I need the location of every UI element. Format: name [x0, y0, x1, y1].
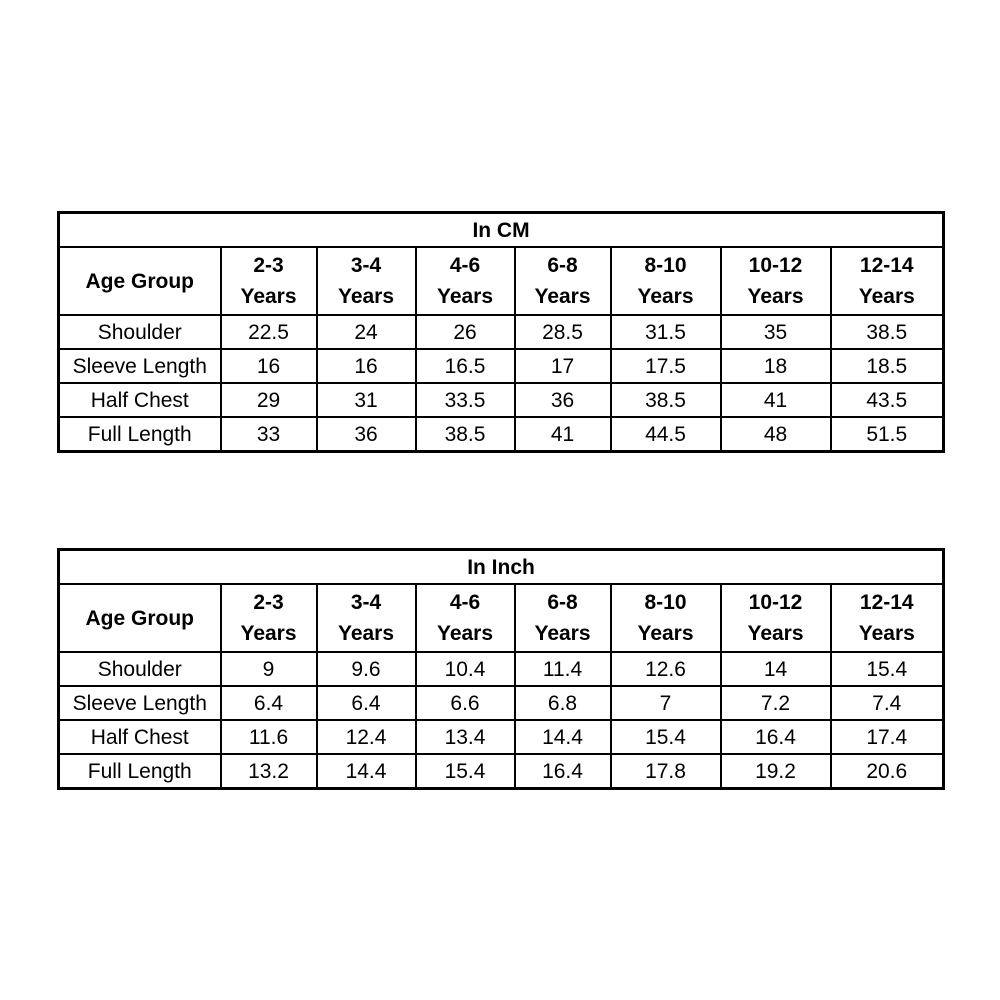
table-cell: 7.2 — [721, 686, 831, 720]
age-group-header: Age Group — [59, 584, 221, 652]
column-header-range: 3-4 — [350, 254, 382, 277]
row-label: Sleeve Length — [59, 349, 221, 383]
table-cell: 10.4 — [416, 652, 515, 686]
table-cell: 38.5 — [416, 417, 515, 452]
table-row — [59, 417, 944, 452]
table-row — [59, 720, 944, 754]
table-title-row — [59, 550, 944, 585]
table-cell: 28.5 — [515, 315, 611, 349]
column-header — [831, 584, 944, 652]
table-row — [59, 349, 944, 383]
table-header-row — [59, 247, 944, 315]
column-header-range: 2-3 — [253, 591, 284, 614]
row-label: Shoulder — [59, 652, 221, 686]
column-header — [317, 584, 416, 652]
table-cell: 12.4 — [317, 720, 416, 754]
column-header-range: 4-6 — [449, 254, 481, 277]
column-header-range: 8-10 — [644, 254, 687, 277]
table-cell: 26 — [416, 315, 515, 349]
column-header-unit: Years — [240, 285, 297, 308]
table-cell: 33.5 — [416, 383, 515, 417]
table-cell: 18.5 — [831, 349, 944, 383]
table-title: In Inch — [59, 550, 944, 585]
column-header-unit: Years — [436, 622, 494, 645]
table-cell: 16 — [221, 349, 317, 383]
column-header-range: 12-14 — [859, 591, 914, 614]
column-header — [221, 247, 317, 315]
table-cell: 11.6 — [221, 720, 317, 754]
table-cell: 36 — [317, 417, 416, 452]
table-cell: 16.4 — [721, 720, 831, 754]
table-cell: 16 — [317, 349, 416, 383]
table-cell: 19.2 — [721, 754, 831, 789]
table-cell: 14.4 — [317, 754, 416, 789]
table-cell: 31.5 — [611, 315, 721, 349]
table-cell: 17.4 — [831, 720, 944, 754]
table-cell: 6.4 — [221, 686, 317, 720]
column-header-unit: Years — [534, 285, 591, 308]
column-header-range: 6-8 — [547, 591, 578, 614]
table-cell: 11.4 — [515, 652, 611, 686]
table-cell: 35 — [721, 315, 831, 349]
column-header — [317, 247, 416, 315]
table-cell: 15.4 — [416, 754, 515, 789]
table-cell: 24 — [317, 315, 416, 349]
table-cell: 9 — [221, 652, 317, 686]
table-cell: 13.4 — [416, 720, 515, 754]
table-cell: 17 — [515, 349, 611, 383]
table-cell: 9.6 — [317, 652, 416, 686]
table-row — [59, 652, 944, 686]
column-header-unit: Years — [637, 285, 694, 308]
table-cell: 38.5 — [611, 383, 721, 417]
table-cell: 7 — [611, 686, 721, 720]
row-label: Half Chest — [59, 383, 221, 417]
table-cell: 51.5 — [831, 417, 944, 452]
table-cell: 31 — [317, 383, 416, 417]
size-chart-inch-table — [57, 548, 945, 790]
table-cell: 18 — [721, 349, 831, 383]
table-cell: 6.4 — [317, 686, 416, 720]
column-header — [611, 584, 721, 652]
table-cell: 12.6 — [611, 652, 721, 686]
column-header-unit: Years — [337, 285, 395, 308]
column-header — [611, 247, 721, 315]
column-header-unit: Years — [747, 622, 804, 645]
table-cell: 33 — [221, 417, 317, 452]
column-header-unit: Years — [858, 622, 915, 645]
column-header-unit: Years — [637, 622, 694, 645]
column-header-unit: Years — [436, 285, 494, 308]
table-row — [59, 315, 944, 349]
table-row — [59, 383, 944, 417]
table-row — [59, 754, 944, 789]
table-cell: 14 — [721, 652, 831, 686]
column-header-unit: Years — [534, 622, 591, 645]
table-cell: 38.5 — [831, 315, 944, 349]
table-cell: 29 — [221, 383, 317, 417]
size-chart-cm-table — [57, 211, 945, 453]
table-title: In CM — [59, 213, 944, 248]
row-label: Full Length — [59, 754, 221, 789]
row-label: Sleeve Length — [59, 686, 221, 720]
table-cell: 22.5 — [221, 315, 317, 349]
table-cell: 41 — [515, 417, 611, 452]
table-cell: 16.4 — [515, 754, 611, 789]
column-header-range: 2-3 — [253, 254, 284, 277]
table-cell: 48 — [721, 417, 831, 452]
column-header-range: 3-4 — [350, 591, 382, 614]
column-header-unit: Years — [858, 285, 915, 308]
column-header-range: 10-12 — [748, 254, 803, 277]
column-header-range: 12-14 — [859, 254, 914, 277]
table-cell: 16.5 — [416, 349, 515, 383]
column-header-range: 6-8 — [547, 254, 578, 277]
column-header-unit: Years — [337, 622, 395, 645]
table-cell: 43.5 — [831, 383, 944, 417]
column-header — [831, 247, 944, 315]
column-header-unit: Years — [747, 285, 804, 308]
table-cell: 36 — [515, 383, 611, 417]
table-header-row — [59, 584, 944, 652]
table-title-row — [59, 213, 944, 248]
column-header-range: 8-10 — [644, 591, 687, 614]
age-group-header: Age Group — [59, 247, 221, 315]
column-header — [721, 247, 831, 315]
column-header-range: 4-6 — [449, 591, 481, 614]
column-header — [221, 584, 317, 652]
row-label: Half Chest — [59, 720, 221, 754]
table-cell: 13.2 — [221, 754, 317, 789]
table-cell: 17.8 — [611, 754, 721, 789]
table-cell: 15.4 — [611, 720, 721, 754]
column-header — [721, 584, 831, 652]
table-row — [59, 686, 944, 720]
table-cell: 41 — [721, 383, 831, 417]
table-cell: 7.4 — [831, 686, 944, 720]
row-label: Shoulder — [59, 315, 221, 349]
table-cell: 6.6 — [416, 686, 515, 720]
column-header — [515, 584, 611, 652]
table-cell: 20.6 — [831, 754, 944, 789]
column-header — [416, 247, 515, 315]
table-cell: 6.8 — [515, 686, 611, 720]
column-header-range: 10-12 — [748, 591, 803, 614]
column-header — [515, 247, 611, 315]
table-cell: 17.5 — [611, 349, 721, 383]
column-header — [416, 584, 515, 652]
table-cell: 14.4 — [515, 720, 611, 754]
row-label: Full Length — [59, 417, 221, 452]
column-header-unit: Years — [240, 622, 297, 645]
table-cell: 44.5 — [611, 417, 721, 452]
table-cell: 15.4 — [831, 652, 944, 686]
